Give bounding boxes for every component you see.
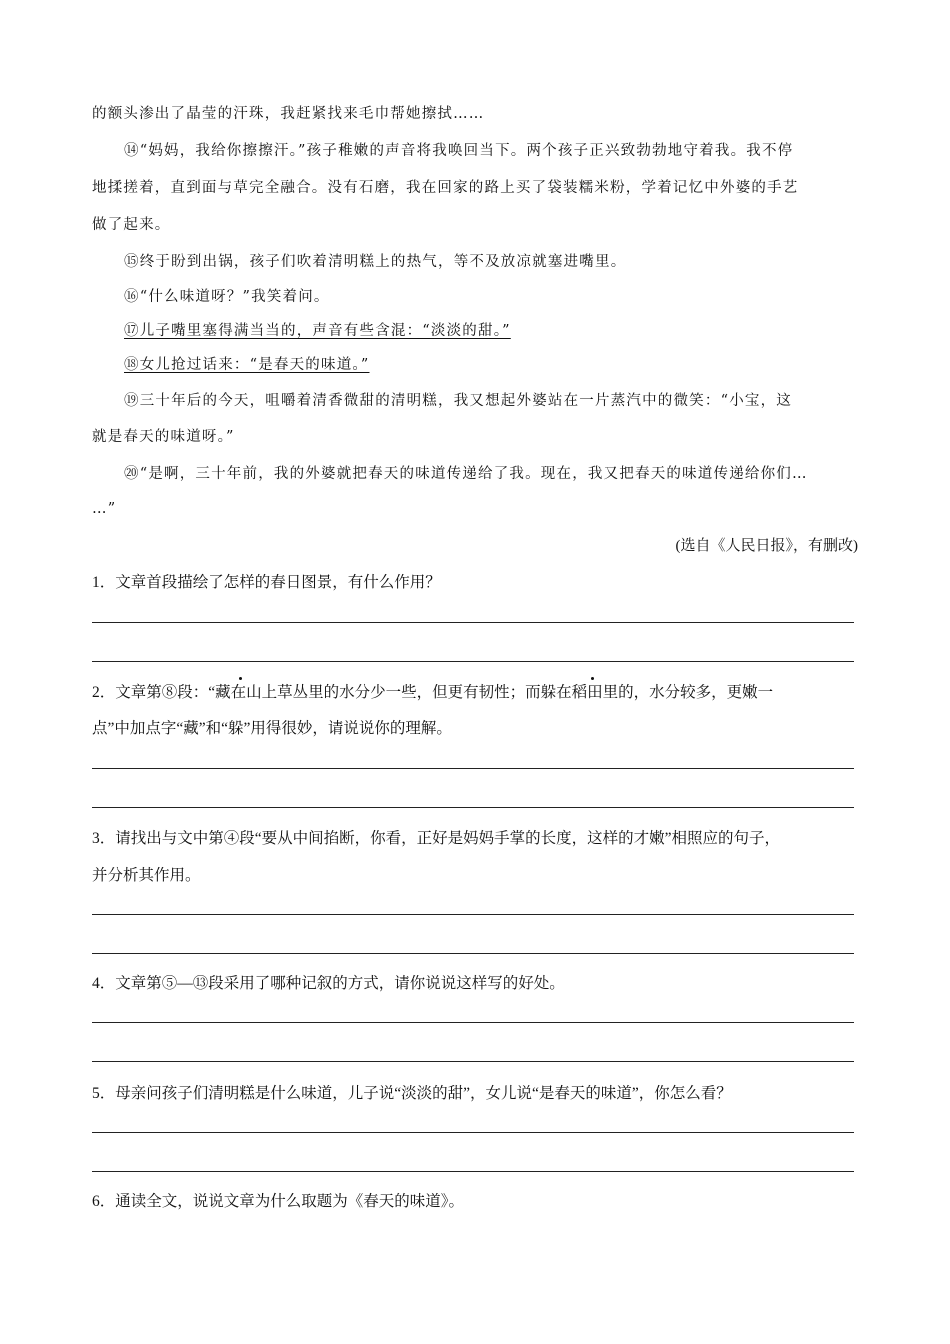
paragraph-19-line-1: ⑲三十年后的今天，咀嚼着清香微甜的清明糕，我又想起外婆站在一片蒸汽中的微笑：“小宝，这 bbox=[124, 393, 793, 409]
answer-line[interactable] bbox=[92, 768, 854, 769]
paragraph-16: ⑯“什么味道呀？”我笑着问。 bbox=[124, 289, 330, 305]
answer-line[interactable] bbox=[92, 1061, 854, 1062]
paragraph-14-line-3: 做了起来。 bbox=[92, 217, 171, 233]
paragraph-17-underlined: ⑰儿子嘴里塞得满当当的，声音有些含混：“淡淡的甜。” bbox=[124, 323, 511, 339]
paragraph-13-tail: 的额头渗出了晶莹的汗珠，我赶紧找来毛巾帮她擦拭…… bbox=[92, 106, 485, 122]
question-5: 5．母亲问孩子们清明糕是什么味道，儿子说“淡淡的甜”，女儿说“是春天的味道”，你怎么看？ bbox=[92, 1085, 732, 1102]
question-3-line-2: 并分析其作用。 bbox=[92, 867, 201, 884]
emphasis-dot bbox=[591, 677, 594, 680]
paragraph-20-line-1: ⑳“是啊，三十年前，我的外婆就把春天的味道传递给了我。现在，我又把春天的味道传递给你们… bbox=[124, 466, 808, 482]
source-citation: (选自《人民日报》，有删改) bbox=[675, 538, 858, 554]
question-2-line-1: 2．文章第⑧段：“藏在山上草丛里的水分少一些，但更有韧性；而躲在稻田里的，水分较多，更嫩一 bbox=[92, 684, 774, 701]
question-2-line-2: 点”中加点字“藏”和“躲”用得很妙，请说说你的理解。 bbox=[92, 720, 452, 737]
paragraph-19-line-2: 就是春天的味道呀。” bbox=[92, 429, 235, 445]
question-3-line-1: 3．请找出与文中第④段“要从中间掐断，你看，正好是妈妈手掌的长度，这样的才嫩”相照应的句子， bbox=[92, 830, 781, 847]
answer-line[interactable] bbox=[92, 1171, 854, 1172]
answer-line[interactable] bbox=[92, 661, 854, 662]
answer-line[interactable] bbox=[92, 1022, 854, 1023]
paragraph-20-line-2: …” bbox=[92, 501, 117, 517]
paragraph-14-line-2: 地揉搓着，直到面与草完全融合。没有石磨，我在回家的路上买了袋装糯米粉，学着记忆中外婆的手艺 bbox=[92, 180, 799, 196]
question-1: 1．文章首段描绘了怎样的春日图景，有什么作用？ bbox=[92, 574, 441, 591]
emphasis-dot bbox=[239, 677, 242, 680]
paragraph-15: ⑮终于盼到出锅，孩子们吹着清明糕上的热气，等不及放凉就塞进嘴里。 bbox=[124, 254, 627, 270]
answer-line[interactable] bbox=[92, 914, 854, 915]
answer-line[interactable] bbox=[92, 1132, 854, 1133]
paragraph-18-underlined: ⑱女儿抢过话来：“是春天的味道。” bbox=[124, 357, 370, 373]
question-6: 6．通读全文，说说文章为什么取题为《春天的味道》。 bbox=[92, 1193, 465, 1210]
answer-line[interactable] bbox=[92, 807, 854, 808]
paragraph-14-line-1: ⑭“妈妈，我给你擦擦汗。”孩子稚嫩的声音将我唤回当下。两个孩子正兴致勃勃地守着我。我不停 bbox=[124, 143, 794, 159]
question-4: 4．文章第⑤—⑬段采用了哪种记叙的方式，请你说说这样写的好处。 bbox=[92, 975, 565, 992]
answer-line[interactable] bbox=[92, 622, 854, 623]
answer-line[interactable] bbox=[92, 953, 854, 954]
